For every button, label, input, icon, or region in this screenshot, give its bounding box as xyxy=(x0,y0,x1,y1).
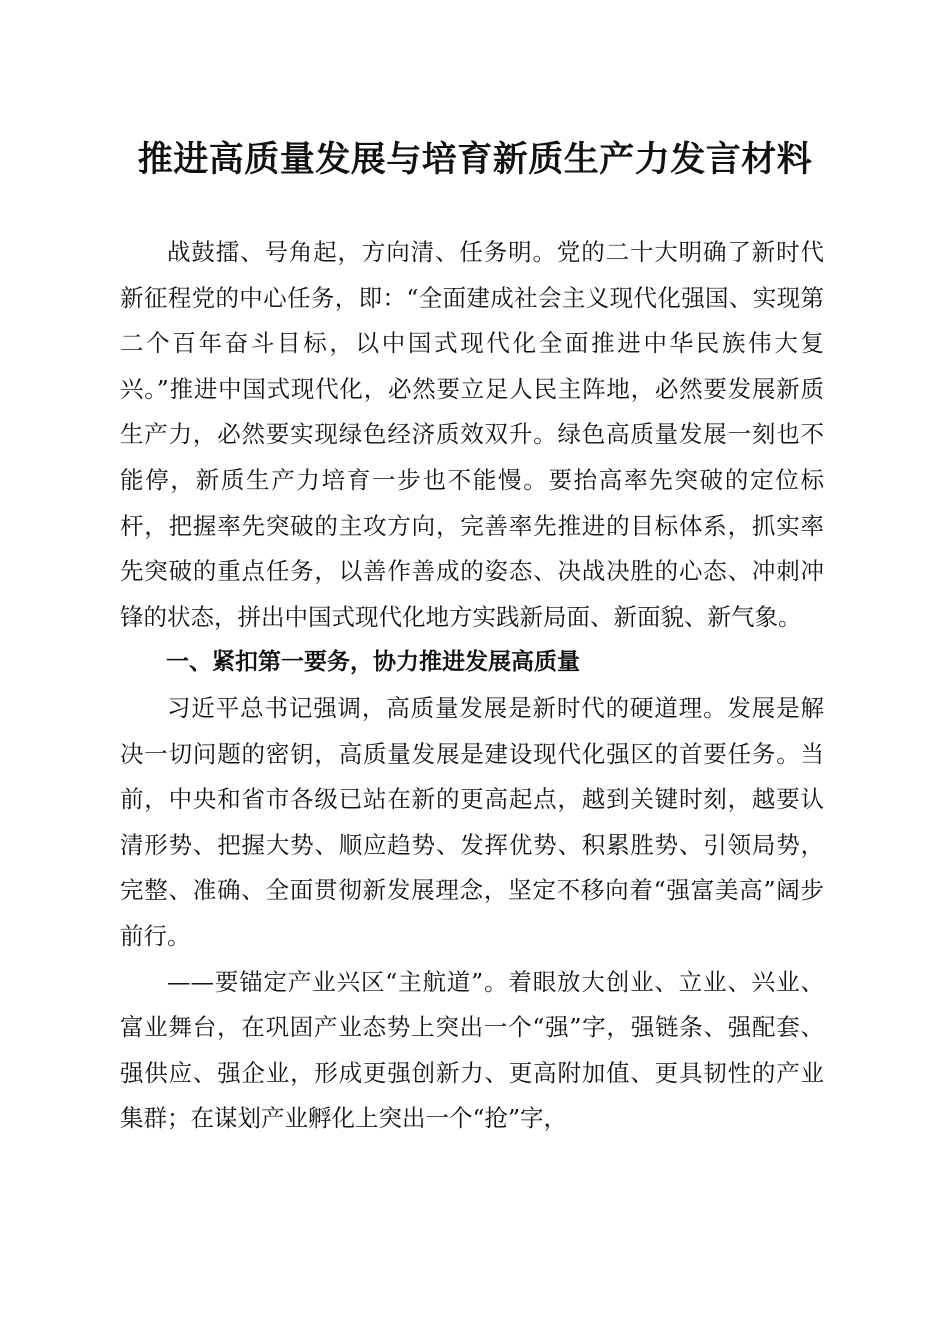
intro-paragraph: 战鼓擂、号角起，方向清、任务明。党的二十大明确了新时代新征程党的中心任务，即：“全面建成社会主义现代化强国、实现第二个百年奋斗目标，以中国式现代化全面推进中华民族伟大复兴。”推进中国式现代化，必然要立足人民主阵地，必然要发展新质生产力，必然要实现绿色经济质效双升。绿色高质量发展一刻也不能停，新质生产力培育一步也不能慢。要抬高率先突破的定位标杆，把握率先突破的主攻方向，完善率先推进的目标体系，抓实率先突破的重点任务，以善作善成的姿态、决战决胜的心态、冲刺冲锋的状态，拼出中国式现代化地方实践新局面、新面貌、新气象。 xyxy=(120,238,824,631)
section-1-paragraph-1: 习近平总书记强调，高质量发展是新时代的硬道理。发展是解决一切问题的密钥，高质量发展是建设现代化强区的首要任务。当前，中央和省市各级已站在新的更高起点，越到关键时刻，越要认清形势、把握大势、顺应趋势、发挥优势、积累胜势、引领局势，完整、准确、全面贯彻新发展理念，坚定不移向着“强富美高”阔步前行。 xyxy=(120,693,824,950)
section-heading-1: 一、紧扣第一要务，协力推进发展高质量 xyxy=(166,649,580,676)
document-body xyxy=(120,230,824,1142)
document-title: 推进高质量发展与培育新质生产力发言材料 xyxy=(137,139,813,180)
section-1-paragraph-2: ——要锚定产业兴区“主航道”。着眼放大创业、立业、兴业、富业舞台，在巩固产业态势上突出一个“强”字，强链条、强配套、强供应、强企业，形成更强创新力、更高附加值、更具韧性的产业集群；在谋划产业孵化上突出一个“抢”字， xyxy=(120,967,824,1133)
